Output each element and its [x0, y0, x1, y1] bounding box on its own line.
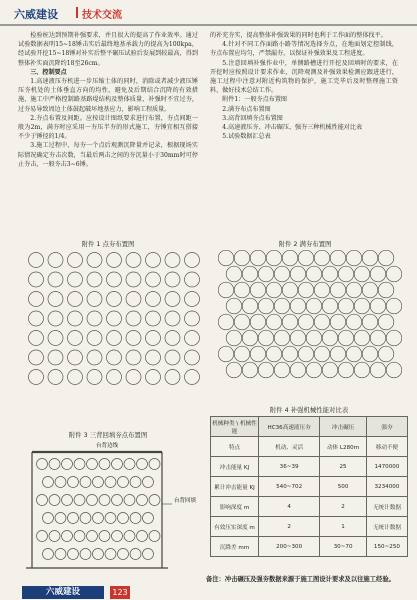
table-cell: 机械种类 \ 机械性能: [211, 417, 259, 437]
tamping-point: [80, 513, 91, 524]
tamping-point: [338, 266, 354, 282]
tamping-point: [146, 350, 161, 365]
tamping-point: [74, 531, 85, 542]
tamping-point: [68, 549, 79, 560]
tamping-point: [105, 549, 116, 560]
figure-3-caption: 附件 3 三背回填夯点布置图: [68, 431, 148, 439]
tamping-point: [93, 477, 104, 488]
tamping-point: [68, 350, 83, 365]
tamping-point: [298, 282, 314, 298]
tamping-point: [250, 250, 266, 266]
tamping-point: [48, 311, 63, 326]
tamping-point: [330, 250, 346, 266]
tamping-point: [146, 311, 161, 326]
tamping-point: [146, 370, 161, 385]
tamping-point: [266, 250, 282, 266]
tamping-point: [48, 253, 63, 268]
tamping-point: [362, 314, 378, 330]
tamping-point: [378, 250, 394, 266]
tamping-point: [234, 346, 250, 362]
tamping-point: [242, 266, 258, 282]
right-column: [210, 31, 398, 141]
tamping-point: [93, 549, 104, 560]
tamping-point: [165, 292, 180, 307]
tamping-point: [250, 282, 266, 298]
tamping-point: [112, 495, 123, 506]
tamping-point: [314, 346, 330, 362]
tamping-point: [55, 549, 66, 560]
tamping-point: [165, 370, 180, 385]
table-cell: 2: [259, 517, 320, 537]
tamping-point: [250, 346, 266, 362]
left-column: [18, 31, 198, 169]
list-item: 4.高速液压夯、冲击碾压、强夯三种机械性能对比表: [222, 124, 363, 132]
tamping-point: [330, 314, 346, 330]
tamping-point: [126, 311, 141, 326]
tamping-point: [49, 495, 60, 506]
tamping-point: [43, 549, 54, 560]
tamping-point: [29, 331, 44, 346]
tamping-point: [234, 314, 250, 330]
tamping-point: [43, 513, 54, 524]
tamping-point: [306, 266, 322, 282]
tamping-point: [118, 549, 129, 560]
tamping-point: [48, 292, 63, 307]
tamping-point: [378, 314, 394, 330]
paragraph: 的补充夯实，提高整体补强效果的同时也利于工作面的整体找平。: [210, 32, 387, 39]
tamping-point: [218, 250, 234, 266]
tamping-point: [354, 362, 370, 378]
list-item: 3.高背回填夯点布置图: [222, 114, 283, 122]
tamping-point: [118, 477, 129, 488]
tamping-point: [137, 531, 148, 542]
tamping-point: [126, 370, 141, 385]
tamping-point: [124, 531, 135, 542]
tamping-point: [185, 370, 200, 385]
tamping-point: [87, 272, 102, 287]
tamping-point: [185, 292, 200, 307]
tamping-point: [118, 513, 129, 524]
tamping-point: [282, 282, 298, 298]
section-title: 技术交流: [82, 10, 122, 21]
table-cell: 500: [320, 477, 367, 497]
table-cell: 有效压实深度 m: [211, 517, 259, 537]
paragraph: 5.注意回填补强作业中，单侧路槽进行开挖及回填时的要求，在开挖时应按照设计要求作业，沉降观测及补强效果检测应跟进进行，施工过程中注意对附近构筑物的保护，施工完毕后及时整理施工资料，做好技术总结工作。: [210, 59, 398, 95]
tamping-point: [242, 330, 258, 346]
tamping-point: [386, 330, 402, 346]
tamping-point: [185, 311, 200, 326]
tamping-point: [107, 350, 122, 365]
tamping-point: [149, 495, 160, 506]
paragraph: 4.针对不同工作面路小路等情况选择夯点，在地面划定控制线，夯点布置应均匀，严禁漏夯，以保证补强效果及工程进度。: [210, 41, 398, 58]
tamping-point: [74, 495, 85, 506]
tamping-point: [226, 298, 242, 314]
tamping-point: [146, 331, 161, 346]
table-cell: 强夯: [366, 417, 407, 437]
tamping-point: [378, 346, 394, 362]
tamping-point: [298, 250, 314, 266]
tamping-point: [274, 266, 290, 282]
tamping-point: [48, 350, 63, 365]
table-cell: 特点: [211, 437, 259, 457]
figure-2-caption: 附件 2 满夯布置图: [278, 240, 332, 248]
tamping-point: [55, 513, 66, 524]
tamping-point: [107, 292, 122, 307]
table-cell: 移动不便: [366, 437, 407, 457]
tamping-point: [338, 362, 354, 378]
tamping-point: [330, 346, 346, 362]
tamping-point: [137, 495, 148, 506]
tamping-point: [362, 346, 378, 362]
tamping-point: [290, 362, 306, 378]
tamping-point: [87, 459, 98, 470]
paragraph: 3.施工过程中，每夯一个点后观测沉降量并记录，根据现场实际情况确定夯击次数，当最后两击之间的夯沉量小于30mm时可停止夯击，一般夯击3~6锤。: [18, 142, 198, 168]
abutment-edge-label: 台背边线: [96, 443, 119, 449]
table-cell: 25: [320, 457, 367, 477]
backfill-area-label: 台背回填: [174, 498, 197, 504]
tamping-point: [290, 298, 306, 314]
tamping-point: [266, 282, 282, 298]
tamping-point: [298, 314, 314, 330]
tamping-point: [370, 298, 386, 314]
comparison-table: [210, 416, 408, 557]
tamping-point: [274, 330, 290, 346]
tamping-point: [354, 266, 370, 282]
tamping-point: [274, 362, 290, 378]
tamping-point: [165, 331, 180, 346]
brand-title: 六威建设: [14, 8, 58, 21]
tamping-point: [258, 298, 274, 314]
tamping-point: [87, 311, 102, 326]
tamping-point: [55, 477, 66, 488]
tamping-point: [234, 250, 250, 266]
tamping-point: [314, 314, 330, 330]
tamping-point: [258, 330, 274, 346]
list-item: 2.满夯布点布置图: [222, 105, 271, 113]
tamping-point: [130, 513, 141, 524]
tamping-point: [80, 549, 91, 560]
tamping-point: [290, 266, 306, 282]
table-cell: 1: [320, 517, 367, 537]
tamping-point: [126, 350, 141, 365]
paragraph: 1.高速液压夯机进一步压缩土体的同时，消除或者减少液压锤压夯机处的土体垂直方向的均性，避免及后期结合沉降的有效措施，施工中严格控制路基路堤结构及整体质量，补强时不宜过夯，过夯易导致周边土体鼓起破坏地基应力，影响工程质量。: [18, 78, 198, 113]
tamping-point: [49, 531, 60, 542]
section-heading: 三、控制要点: [30, 68, 67, 76]
tamping-point: [48, 370, 63, 385]
tamping-point: [306, 298, 322, 314]
tamping-point: [87, 370, 102, 385]
tamping-point: [282, 250, 298, 266]
tamping-point: [107, 331, 122, 346]
tamping-point: [107, 253, 122, 268]
tamping-point: [185, 331, 200, 346]
tamping-point: [346, 282, 362, 298]
tamping-point: [185, 272, 200, 287]
tamping-point: [68, 331, 83, 346]
tamping-point: [62, 459, 73, 470]
tamping-point: [242, 362, 258, 378]
table-row: [211, 497, 408, 517]
table-row: [211, 437, 408, 457]
tamping-point: [266, 314, 282, 330]
tamping-point: [370, 266, 386, 282]
tamping-point: [146, 292, 161, 307]
tamping-point: [112, 459, 123, 470]
tamping-point: [143, 477, 154, 488]
table-cell: 累计冲击能量 KJ: [211, 477, 259, 497]
tamping-point: [338, 298, 354, 314]
tamping-point: [68, 370, 83, 385]
tamping-point: [62, 495, 73, 506]
tamping-point: [49, 459, 60, 470]
tamping-point: [306, 362, 322, 378]
table-row: [211, 457, 408, 477]
page-header: [0, 0, 417, 26]
tamping-point: [29, 272, 44, 287]
tamping-point: [234, 282, 250, 298]
tamping-point: [87, 350, 102, 365]
tamping-point: [43, 477, 54, 488]
tamping-point: [112, 531, 123, 542]
tamping-point: [165, 350, 180, 365]
tamping-point: [370, 330, 386, 346]
table-row: [211, 477, 408, 497]
tamping-point: [143, 549, 154, 560]
tamping-point: [322, 362, 338, 378]
tamping-point: [124, 459, 135, 470]
tamping-point: [29, 350, 44, 365]
table-cell: 200~300: [259, 537, 320, 557]
tamping-point: [68, 253, 83, 268]
paragraph: 检验桩达到预期补强要求，并且很大的提高了作业效率。通过试验数据表明15~18锤击实后最终地基承载力的提高为100kpa，经试验开挖15~18锤对补实后整平碾压试验后发展到较最高，得到整体补实面沉降约18至26cm。: [18, 32, 198, 67]
tamping-point: [99, 495, 110, 506]
tamping-point: [68, 513, 79, 524]
table-cell: 36~39: [259, 457, 320, 477]
point-tamping-diagram: [26, 250, 202, 390]
tamping-point: [146, 272, 161, 287]
tamping-point: [354, 298, 370, 314]
tamping-point: [130, 477, 141, 488]
tamping-point: [218, 346, 234, 362]
table-cell: 动体 L280m: [320, 437, 367, 457]
tamping-point: [126, 272, 141, 287]
tamping-point: [386, 362, 402, 378]
tamping-point: [258, 362, 274, 378]
table-row: [211, 517, 408, 537]
tamping-point: [346, 314, 362, 330]
figure-1-caption: 附件 1 点夯布置图: [81, 240, 135, 248]
tamping-point: [48, 331, 63, 346]
table-cell: 影响深度 m: [211, 497, 259, 517]
tamping-point: [250, 314, 266, 330]
tamping-point: [362, 282, 378, 298]
tamping-point: [330, 282, 346, 298]
tamping-point: [274, 298, 290, 314]
tamping-point: [362, 250, 378, 266]
tamping-point: [87, 331, 102, 346]
tamping-point: [290, 330, 306, 346]
tamping-point: [99, 459, 110, 470]
header-rule: [0, 24, 417, 26]
table-cell: 150~250: [366, 537, 407, 557]
tamping-point: [126, 253, 141, 268]
table-cell: 冲击能量 KJ: [211, 457, 259, 477]
tamping-point: [185, 350, 200, 365]
table-cell: 540~702: [259, 477, 320, 497]
tamping-point: [218, 282, 234, 298]
tamping-point: [298, 346, 314, 362]
tamping-point: [29, 253, 44, 268]
tamping-point: [306, 330, 322, 346]
tamping-point: [68, 311, 83, 326]
tamping-point: [126, 292, 141, 307]
tamping-point: [322, 298, 338, 314]
tamping-point: [37, 459, 48, 470]
tamping-point: [185, 253, 200, 268]
tamping-point: [165, 272, 180, 287]
tamping-point: [87, 292, 102, 307]
tamping-point: [87, 253, 102, 268]
table-cell: 30~70: [320, 537, 367, 557]
tamping-point: [386, 266, 402, 282]
table-cell: HC36高速液压夯: [259, 417, 320, 437]
table-cell: 沉降差 mm: [211, 537, 259, 557]
tamping-point: [99, 531, 110, 542]
tamping-point: [37, 495, 48, 506]
tamping-point: [93, 513, 104, 524]
table-cell: 2: [320, 497, 367, 517]
table-cell: 无统计数据: [366, 497, 407, 517]
paragraph: 2.夯点布置及间距。应按设计图纸要求进行布置，夯点间距一般为2m，满夯时应采用一夯压半夯的形式施工，夯锤宜相互搭接不少于锤径的1/4。: [18, 114, 198, 141]
tamping-point: [68, 272, 83, 287]
tamping-point: [386, 298, 402, 314]
tamping-point: [105, 477, 116, 488]
table-cell: 4: [259, 497, 320, 517]
list-item: 5.试验数据汇总表: [222, 133, 271, 141]
tamping-point: [370, 362, 386, 378]
tamping-point: [48, 272, 63, 287]
tamping-point: [124, 495, 135, 506]
table-row: [211, 537, 408, 557]
tamping-point: [218, 314, 234, 330]
tamping-point: [258, 266, 274, 282]
tamping-point: [29, 370, 44, 385]
table-cell: 冲击碾压: [320, 417, 367, 437]
table-note: 备注：冲击碾压及强夯数据来源于施工图设计要求及以往施工经验。: [206, 576, 395, 583]
tamping-point: [338, 330, 354, 346]
page-footer: [0, 584, 417, 600]
table-cell: 无统计数据: [366, 517, 407, 537]
tamping-point: [126, 331, 141, 346]
table-cell: 机动、灵活: [259, 437, 320, 457]
tamping-point: [146, 253, 161, 268]
tamping-point: [87, 495, 98, 506]
tamping-point: [322, 330, 338, 346]
tamping-point: [165, 253, 180, 268]
tamping-point: [74, 459, 85, 470]
tamping-point: [322, 266, 338, 282]
tamping-point: [165, 311, 180, 326]
tamping-point: [226, 266, 242, 282]
tamping-point: [314, 250, 330, 266]
tamping-point: [149, 459, 160, 470]
tamping-point: [282, 346, 298, 362]
tamping-point: [107, 311, 122, 326]
tamping-point: [314, 282, 330, 298]
tamping-point: [107, 272, 122, 287]
tamping-point: [87, 531, 98, 542]
tamping-point: [68, 292, 83, 307]
footer-brand: 六威建设: [22, 586, 104, 599]
tamping-point: [266, 346, 282, 362]
tamping-point: [242, 298, 258, 314]
tamping-point: [137, 459, 148, 470]
table-caption: 附件 4 补强机械性能对比表: [269, 406, 349, 414]
tamping-point: [346, 346, 362, 362]
tamping-point: [130, 549, 141, 560]
backfill-tamping-diagram: [14, 440, 206, 572]
tamping-point: [37, 531, 48, 542]
tamping-point: [378, 282, 394, 298]
tamping-point: [105, 513, 116, 524]
tamping-point: [107, 370, 122, 385]
tamping-point: [226, 330, 242, 346]
tamping-point: [149, 531, 160, 542]
tamping-point: [80, 477, 91, 488]
tamping-point: [282, 314, 298, 330]
page-number: 123: [110, 586, 130, 599]
tamping-point: [62, 531, 73, 542]
list-item: 附件1：一般夯点布置图: [222, 96, 288, 104]
table-header-row: [211, 417, 408, 437]
tamping-point: [226, 362, 242, 378]
tamping-point: [346, 250, 362, 266]
tamping-point: [354, 330, 370, 346]
header-divider: [76, 7, 78, 18]
full-tamping-diagram: [218, 250, 402, 382]
tamping-point: [29, 292, 44, 307]
tamping-point: [29, 311, 44, 326]
table-cell: 1470000: [366, 457, 407, 477]
tamping-point: [68, 477, 79, 488]
tamping-point: [143, 513, 154, 524]
table-cell: 3234000: [366, 477, 407, 497]
